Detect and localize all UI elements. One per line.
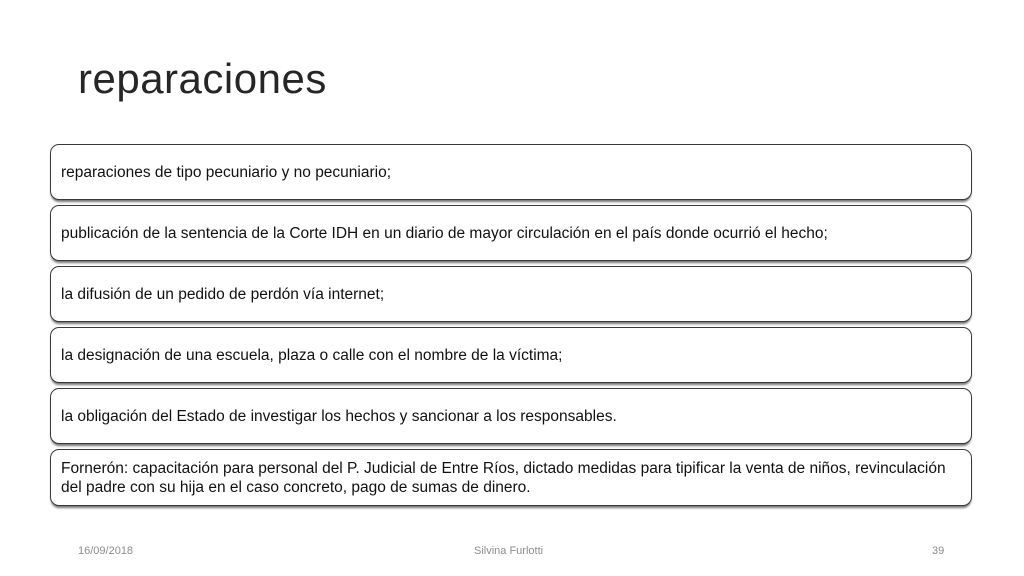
list-item [50,449,972,506]
list-item [50,266,972,322]
list-item-text: publicación de la sentencia de la Corte IDH en un diario de mayor circulación en el país donde ocurrió el hecho; [61,224,828,242]
list-item-text: la designación de una escuela, plaza o calle con el nombre de la víctima; [61,346,563,364]
footer-date: 16/09/2018 [78,545,134,557]
list-item [50,388,972,444]
list-item [50,327,972,383]
footer-author: Silvina Furlotti [474,545,544,557]
list-item [50,144,972,200]
list-item-text: la obligación del Estado de investigar los hechos y sancionar a los responsables. [61,407,617,425]
list-item-text: la difusión de un pedido de perdón vía internet; [61,285,385,303]
list-item [50,205,972,261]
list-item-text: Fornerón: capacitación para personal del P. Judicial de Entre Ríos, dictado medidas para tipificar la venta de niños, revinculación del padre con su hija en el caso concreto, pago de sumas de dinero. [61,459,946,496]
reparaciones-list [50,144,972,506]
slide-title: reparaciones [78,55,327,102]
list-item-text: reparaciones de tipo pecuniario y no pecuniario; [61,163,392,181]
footer-page-number: 39 [932,545,945,557]
